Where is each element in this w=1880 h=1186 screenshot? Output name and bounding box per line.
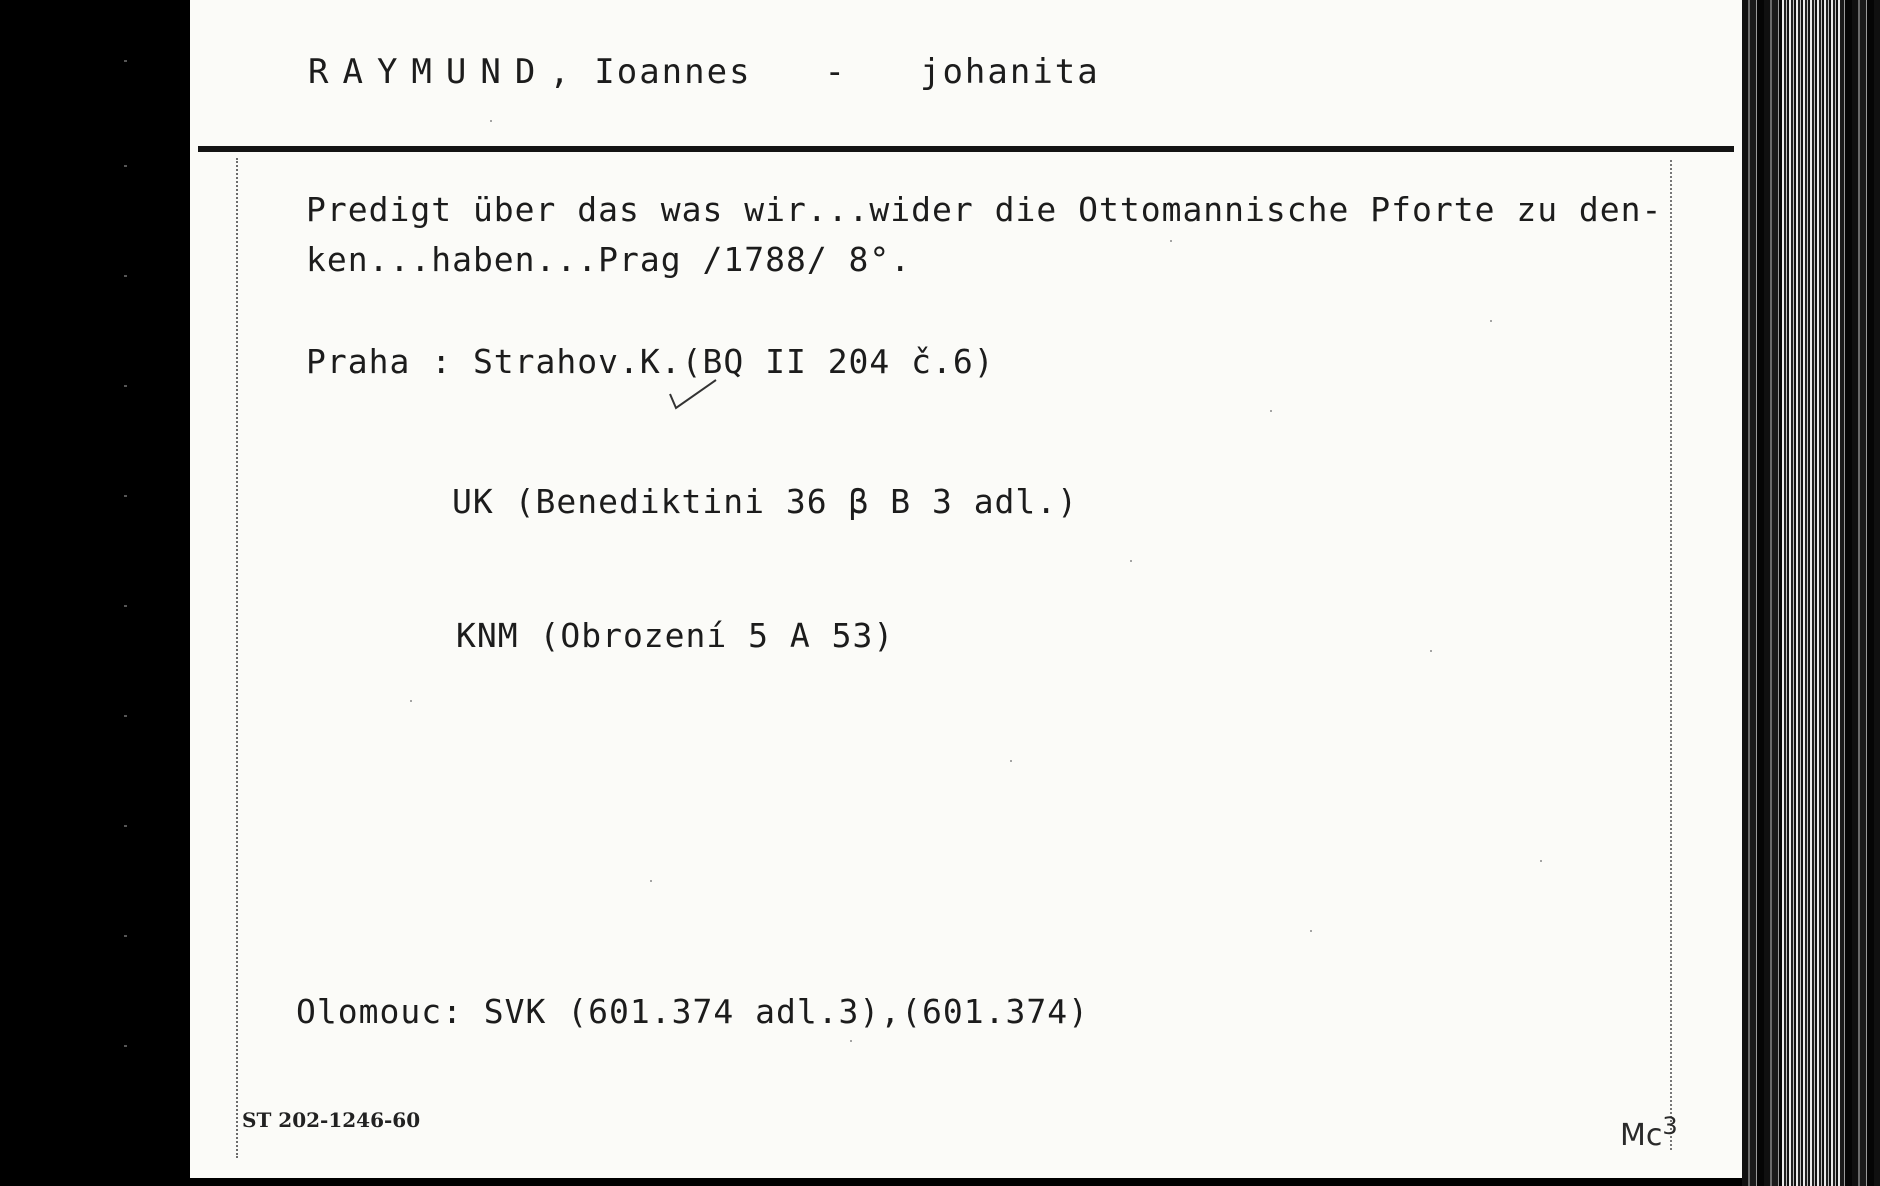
author-surname: RAYMUND bbox=[308, 52, 550, 92]
holding-location-uk: UK (Benediktini 36 β B 3 adl.) bbox=[452, 482, 1079, 521]
checkmark-icon bbox=[664, 372, 724, 412]
corner-mark-superscript: 3 bbox=[1662, 1112, 1678, 1140]
catalog-card bbox=[190, 0, 1742, 1178]
holding-location-knm: KNM (Obrození 5 A 53) bbox=[456, 616, 895, 655]
heading-dash: - bbox=[824, 52, 848, 92]
left-margin-dotted-line bbox=[236, 158, 238, 1158]
title-line-2: ken...haben...Prag /1788/ 8°. bbox=[306, 240, 912, 279]
corner-mark-text: Mc bbox=[1620, 1118, 1663, 1153]
card-heading bbox=[308, 52, 1100, 92]
right-margin-dotted-line bbox=[1670, 160, 1672, 1150]
heading-comma: , bbox=[549, 52, 572, 92]
title-line-1: Predigt über das was wir...wider die Ottomannische Pforte zu den- bbox=[306, 190, 1663, 229]
handwritten-corner-mark bbox=[1620, 1112, 1678, 1153]
scanner-edge-strip bbox=[1742, 0, 1880, 1186]
printer-stamp: ST 202-1246-60 bbox=[242, 1108, 421, 1132]
author-role: johanita bbox=[919, 52, 1100, 92]
heading-rule bbox=[198, 146, 1734, 152]
author-first-name: Ioannes bbox=[594, 52, 752, 92]
holding-location-olomouc: Olomouc: SVK (601.374 adl.3),(601.374) bbox=[296, 992, 1089, 1031]
holding-location-praha-strahov: Praha : Strahov.K.(BQ II 204 č.6) bbox=[306, 342, 995, 381]
